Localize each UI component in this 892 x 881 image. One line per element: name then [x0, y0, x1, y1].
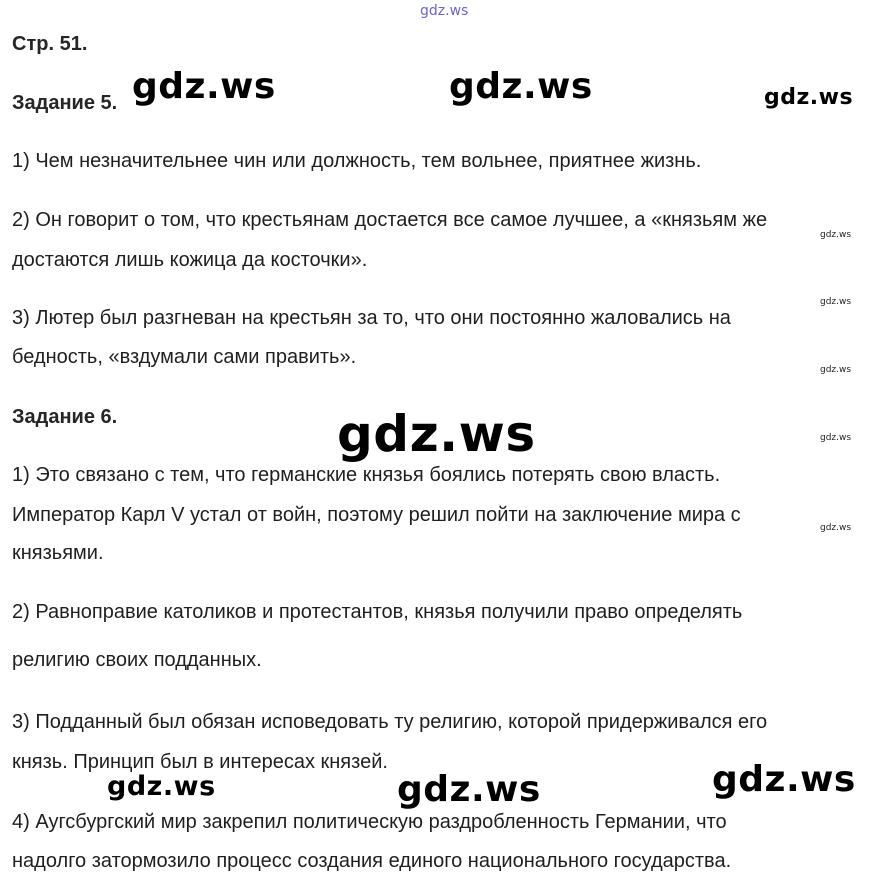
task6-line-6: 3) Подданный был обязан исповедовать ту религию, которой придерживался его	[12, 711, 768, 733]
watermark-small-1: gdz.ws	[820, 230, 852, 240]
watermark-small-2: gdz.ws	[820, 297, 852, 307]
watermark-large-4: gdz.ws	[397, 769, 541, 810]
task6-line-7: князь. Принцип был в интересах князей.	[12, 751, 388, 773]
task5-heading: Задание 5.	[12, 92, 118, 114]
task6-line-3: князьями.	[12, 542, 104, 564]
watermark-large-5: gdz.ws	[712, 759, 856, 800]
task6-line-5: религию своих подданных.	[12, 649, 262, 671]
task5-line-2: 2) Он говорит о том, что крестьянам достается все самое лучшее, а «князьям же	[12, 209, 768, 231]
task6-line-8: 4) Аугсбургский мир закрепил политическую раздробленность Германии, что	[12, 811, 727, 833]
task5-line-3: достаются лишь кожица да косточки».	[12, 249, 368, 271]
task5-line-4: 3) Лютер был разгневан на крестьян за то, что они постоянно жаловались на	[12, 307, 731, 329]
watermark-small-4: gdz.ws	[820, 433, 852, 443]
watermark-top: gdz.ws	[420, 3, 469, 19]
task6-line-2: Император Карл V устал от войн, поэтому решил пойти на заключение мира с	[12, 504, 741, 526]
watermark-medium-2: gdz.ws	[107, 771, 216, 802]
watermark-small-5: gdz.ws	[820, 523, 852, 533]
watermark-medium-1: gdz.ws	[764, 85, 854, 110]
watermark-large-2: gdz.ws	[449, 66, 593, 107]
task5-line-1: 1) Чем незначительнее чин или должность, тем вольнее, приятнее жизнь.	[12, 150, 702, 172]
task6-line-9: надолго затормозило процесс создания единого национального государства.	[12, 850, 732, 872]
task5-line-5: бедность, «вздумали сами править».	[12, 346, 357, 368]
task6-line-4: 2) Равноправие католиков и протестантов, князья получили право определять	[12, 601, 743, 623]
watermark-large-1: gdz.ws	[132, 66, 276, 107]
watermark-small-3: gdz.ws	[820, 365, 852, 375]
task6-line-1: 1) Это связано с тем, что германские князья боялись потерять свою власть.	[12, 464, 721, 486]
task6-heading: Задание 6.	[12, 406, 118, 428]
watermark-large-3: gdz.ws	[337, 405, 536, 463]
page-title: Стр. 51.	[12, 33, 88, 55]
